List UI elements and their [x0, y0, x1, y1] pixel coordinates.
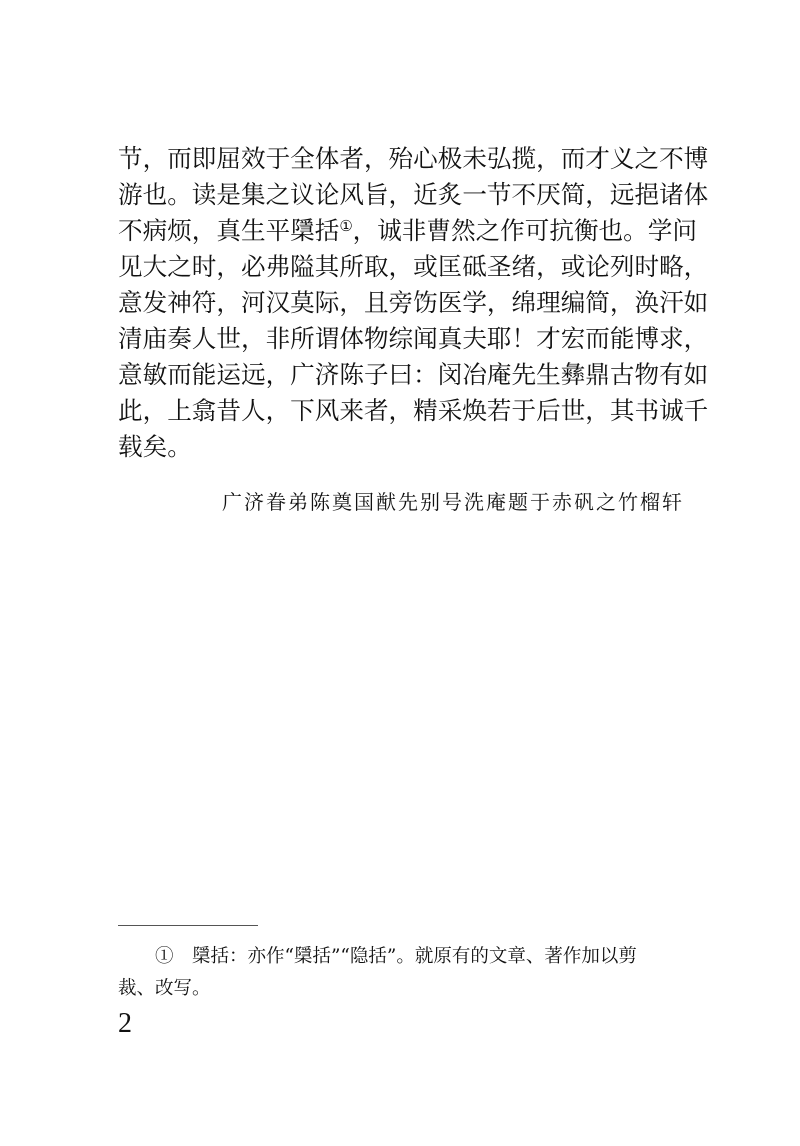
body-line-2: 游也。读是集之议论风旨，近炙一节不厌简，远挹诸体	[118, 180, 709, 209]
body-line-4: 见大之时，必弗隘其所取，或匡砥圣绪，或论列时略，	[118, 252, 709, 281]
body-line-1: 节，而即屈效于全体者，殆心极未弘揽，而才义之不博	[118, 144, 709, 173]
body-line-6: 清庙奏人世，非所谓体物综闻真夫耶！才宏而能博求，	[118, 324, 709, 353]
body-line-7: 意敏而能运远，广济陈子曰：闵冶庵先生彝鼎古物有如	[118, 360, 709, 389]
footnote-line-2: 裁、改写。	[118, 978, 211, 999]
body-line-5: 意发神符，河汉莫际，且旁饬医学，绵理编简，涣汗如	[118, 288, 709, 317]
body-line-9: 载矣。	[118, 432, 192, 461]
footnote-line-1: ① 檃括：亦作“檃括”“隐括”。就原有的文章、著作加以剪	[155, 946, 637, 967]
body-line-3-start: 不病烦，真生平檃括	[118, 216, 340, 245]
body-line-3	[118, 216, 697, 245]
signature-line: 广济眷弟陈奠国猷先别号洗庵题于赤矾之竹榴轩	[222, 490, 684, 514]
page-number: 2	[118, 1008, 132, 1039]
footnote-reference: ①	[339, 217, 353, 235]
body-line-3-end: ，诚非曹然之作可抗衡也。学问	[352, 216, 697, 245]
footnote-divider	[118, 925, 258, 926]
body-line-8: 此，上翕昔人，下风来者，精采焕若于后世，其书诚千	[118, 396, 709, 425]
